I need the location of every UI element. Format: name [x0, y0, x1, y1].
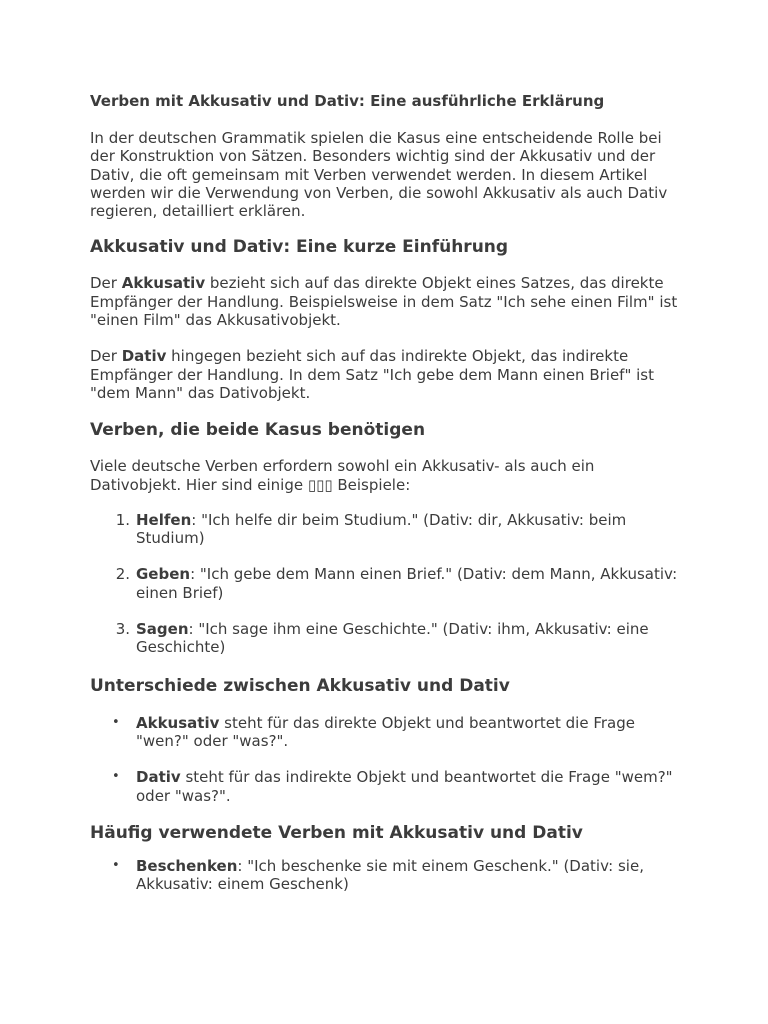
paragraph-akkusativ — [90, 274, 680, 329]
paragraph-dativ-prefix: Der — [90, 347, 122, 366]
document-title: Verben mit Akkusativ und Dativ: Eine ausführliche Erklärung — [90, 92, 605, 110]
document-page — [90, 92, 680, 893]
paragraph-dativ-text: hingegen bezieht sich auf das indirekte Objekt, das indirekte Empfänger der Handlung. In dem Satz "Ich gebe dem Mann einen Brief" ist "dem Mann" das Dativobjekt. — [90, 347, 654, 402]
list-item — [90, 857, 680, 894]
list-item-text: : "Ich beschenke sie mit einem Geschenk." (Dativ: sie, Akkusativ: einem Geschenk) — [136, 856, 644, 894]
list-item — [90, 714, 680, 751]
list-item-term: Dativ — [136, 768, 181, 787]
paragraph-viele-verben: Viele deutsche Verben erfordern sowohl ein Akkusativ- als auch ein Dativobjekt. Hier sind einige ▯▯▯ Beispiele: — [90, 457, 595, 494]
heading-beide-kasus: Verben, die beide Kasus benötigen — [90, 420, 426, 441]
list-item-text: steht für das indirekte Objekt und beantwortet die Frage "wem?" oder "was?". — [136, 768, 673, 805]
list-item-verb: Sagen — [136, 620, 189, 639]
numbered-list-verben — [90, 511, 680, 657]
list-item-text: : "Ich sage ihm eine Geschichte." (Dativ: ihm, Akkusativ: eine Geschichte) — [136, 620, 649, 657]
list-item — [90, 511, 680, 548]
paragraph-akkusativ-text: bezieht sich auf das direkte Objekt eines Satzes, das direkte Empfänger der Handlung. Beispielsweise in dem Satz "Ich sehe einen Film" ist "einen Film" das Akkusativobjekt. — [90, 274, 678, 330]
list-item — [90, 565, 680, 602]
list-item-verb: Geben — [136, 565, 191, 584]
list-item-text: steht für das direkte Objekt und beantwortet die Frage "wen?" oder "was?". — [136, 713, 635, 750]
term-dativ: Dativ — [121, 347, 167, 366]
heading-haeufig: Häufig verwendete Verben mit Akkusativ und Dativ — [90, 822, 583, 843]
list-number: 3. — [115, 620, 130, 639]
term-akkusativ: Akkusativ — [121, 274, 206, 293]
list-item — [90, 620, 680, 657]
list-item-text: : "Ich gebe dem Mann einen Brief." (Dativ: dem Mann, Akkusativ: einen Brief) — [136, 565, 678, 602]
paragraph-akkusativ-prefix: Der — [90, 274, 122, 293]
list-item-verb: Beschenken — [136, 856, 238, 875]
list-item-term: Akkusativ — [136, 713, 220, 732]
bullet-icon: • — [112, 857, 120, 873]
list-number: 1. — [115, 510, 130, 529]
list-item-text: : "Ich helfe dir beim Studium." (Dativ: dir, Akkusativ: beim Studium) — [136, 510, 627, 548]
heading-einfuehrung: Akkusativ und Dativ: Eine kurze Einführung — [90, 237, 509, 258]
bullet-icon: • — [112, 769, 120, 785]
list-item — [90, 768, 680, 805]
bullet-icon: • — [112, 714, 120, 730]
bullet-list-unterschiede — [90, 714, 680, 805]
list-item-verb: Helfen — [136, 510, 192, 529]
intro-paragraph: In der deutschen Grammatik spielen die Kasus eine entscheidende Rolle bei der Konstruktion von Sätzen. Besonders wichtig sind der Akkusativ und der Dativ, die oft gemeinsam mit Verben verwendet werden. In diesem Artikel werden wir die Verwendung von Verben, die sowohl Akkusativ als auch Dativ regieren, detailliert erklären. — [90, 129, 668, 221]
bullet-list-haeufig — [90, 857, 680, 894]
heading-unterschiede: Unterschiede zwischen Akkusativ und Dativ — [90, 675, 510, 696]
paragraph-dativ — [90, 347, 680, 402]
list-number: 2. — [115, 565, 130, 584]
